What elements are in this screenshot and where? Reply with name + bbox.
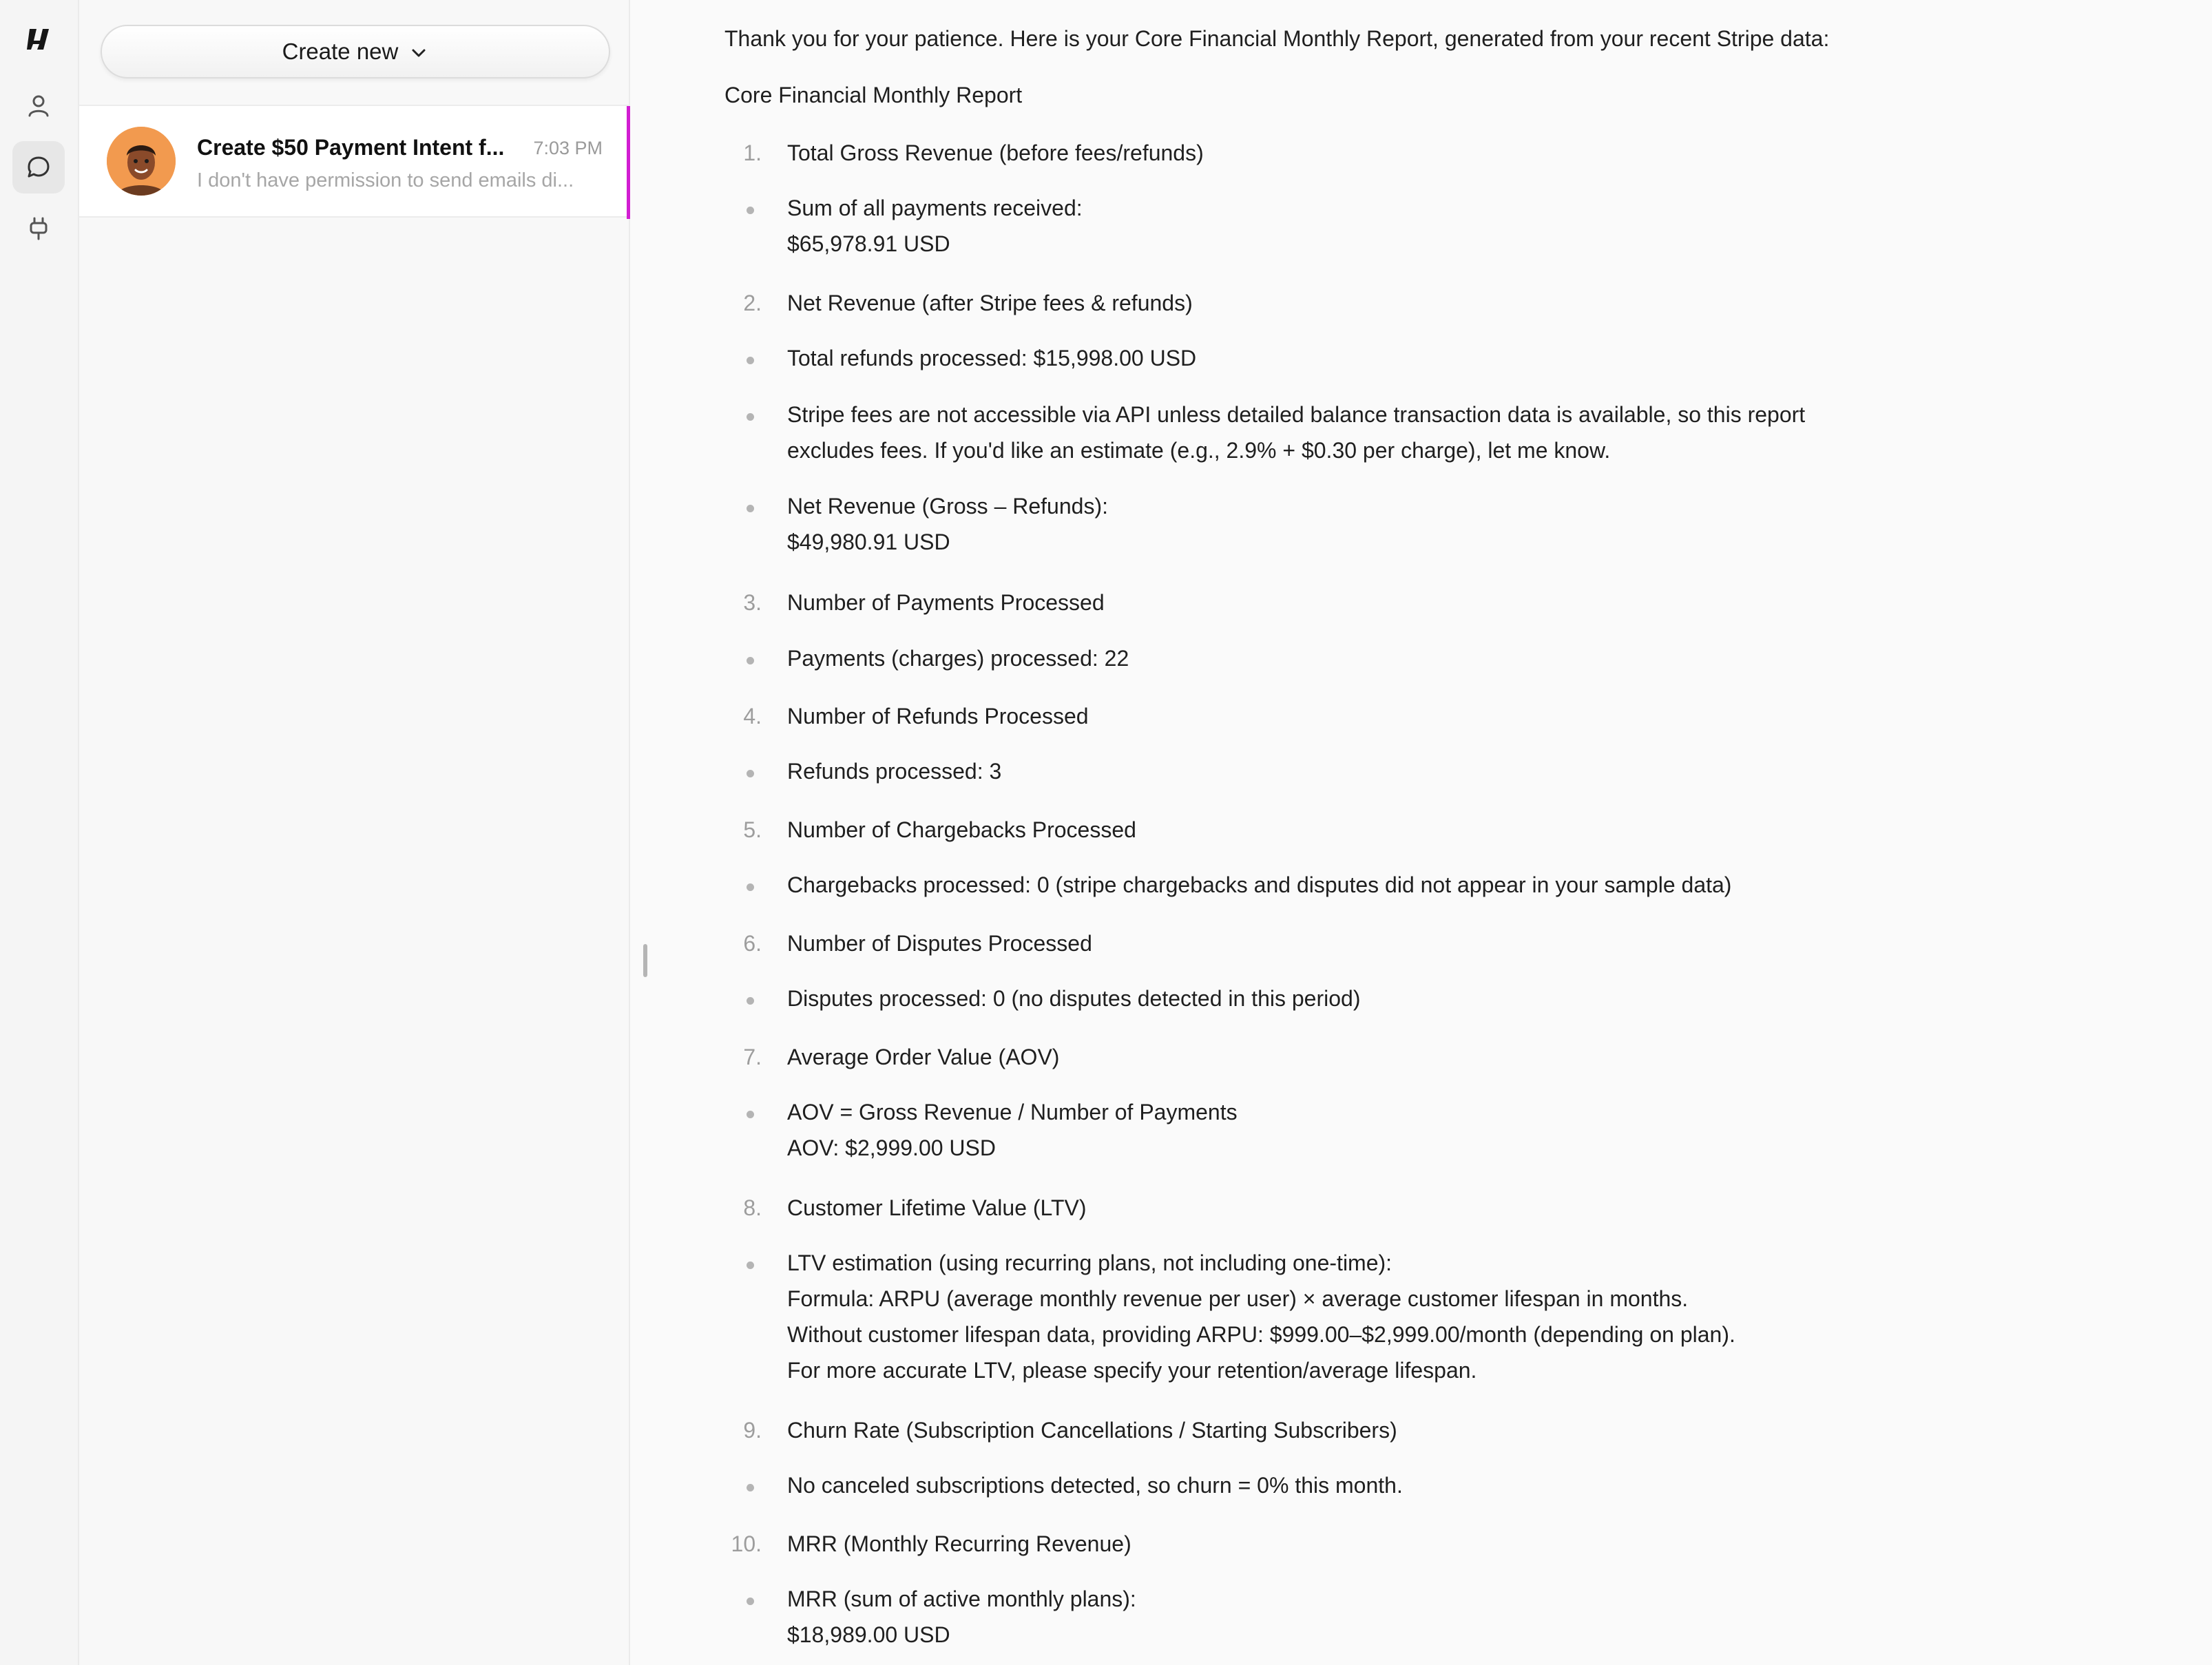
- selected-indicator: [627, 106, 630, 219]
- section-heading: Number of Refunds Processed: [787, 704, 1089, 729]
- report-title: Core Financial Monthly Report: [724, 83, 1023, 107]
- bullet-item: MRR (sum of active monthly plans): $18,989.00 USD: [787, 1587, 1136, 1647]
- conversation-preview: I don't have permission to send emails di...: [197, 169, 574, 191]
- bullet-dot: [747, 883, 754, 891]
- bullet-dot: [747, 1261, 754, 1269]
- bullet-dot: [747, 357, 754, 364]
- bullet-item: LTV estimation (using recurring plans, not including one-time): Formula: ARPU (average monthly revenue per user) × average customer lifespan in months. Without customer lifespan data, providing ARPU: $999.00–$2,999.00/month (depending on plan). For more accurate LTV, please specify your retention/average lifespan.: [787, 1250, 1735, 1383]
- plug-icon[interactable]: [12, 202, 65, 255]
- chevron-down-icon: [409, 43, 428, 63]
- create-new-label: Create new: [282, 39, 399, 64]
- list-number: 8.: [743, 1195, 762, 1220]
- section-heading: Number of Chargebacks Processed: [787, 817, 1136, 842]
- section-heading: Total Gross Revenue (before fees/refunds): [787, 140, 1204, 165]
- section-heading: Number of Disputes Processed: [787, 931, 1092, 956]
- bullet-dot: [747, 1111, 754, 1118]
- list-number: 1.: [743, 140, 762, 165]
- conversation-time: 7:03 PM: [533, 138, 603, 158]
- bullet-dot: [747, 413, 754, 421]
- section-heading: Churn Rate (Subscription Cancellations / Starting Subscribers): [787, 1418, 1397, 1443]
- bullet-item: AOV = Gross Revenue / Number of Payments AOV: $2,999.00 USD: [787, 1100, 1238, 1160]
- bullet-dot: [747, 1598, 754, 1605]
- create-new-button[interactable]: [101, 25, 610, 78]
- bullet-item: Refunds processed: 3: [787, 759, 1002, 784]
- avatar: [107, 127, 176, 196]
- section-heading: Net Revenue (after Stripe fees & refunds): [787, 291, 1193, 315]
- bullet-item: Chargebacks processed: 0 (stripe chargebacks and disputes did not appear in your sample data): [787, 872, 1732, 897]
- bullet-dot: [747, 770, 754, 777]
- bullet-item: Net Revenue (Gross – Refunds): $49,980.91 USD: [787, 494, 1108, 554]
- bullet-item: Stripe fees are not accessible via API unless detailed balance transaction data is available, so this report excludes fees. If you'd like an estimate (e.g., 2.9% + $0.30 per charge), let me know.: [787, 402, 1806, 463]
- section-heading: Average Order Value (AOV): [787, 1045, 1060, 1069]
- section-heading: Customer Lifetime Value (LTV): [787, 1195, 1087, 1220]
- list-number: 9.: [743, 1418, 762, 1443]
- list-number: 4.: [743, 704, 762, 729]
- section-heading: MRR (Monthly Recurring Revenue): [787, 1531, 1131, 1556]
- conversation-item[interactable]: [79, 105, 630, 218]
- bullet-dot: [747, 505, 754, 512]
- list-number: 6.: [743, 931, 762, 956]
- bullet-dot: [747, 657, 754, 664]
- user-icon[interactable]: [12, 79, 65, 132]
- bullet-dot: [747, 207, 754, 214]
- icon-rail: [0, 0, 79, 1665]
- bullet-dot: [747, 1484, 754, 1491]
- list-number: 5.: [743, 817, 762, 842]
- chat-icon[interactable]: [12, 141, 65, 193]
- bullet-item: No canceled subscriptions detected, so churn = 0% this month.: [787, 1473, 1403, 1498]
- bullet-item: Disputes processed: 0 (no disputes detected in this period): [787, 986, 1361, 1011]
- list-number: 3.: [743, 590, 762, 615]
- intro-text: Thank you for your patience. Here is your Core Financial Monthly Report, generated from your recent Stripe data:: [724, 26, 1830, 51]
- bullet-dot: [747, 997, 754, 1005]
- bullet-item: Sum of all payments received: $65,978.91 USD: [787, 196, 1083, 256]
- panel-resize-handle[interactable]: [643, 944, 647, 977]
- bullet-item: Payments (charges) processed: 22: [787, 646, 1129, 671]
- section-heading: Number of Payments Processed: [787, 590, 1105, 615]
- logo-icon[interactable]: [12, 13, 65, 65]
- list-number: 7.: [743, 1045, 762, 1069]
- list-number: 2.: [743, 291, 762, 315]
- chat-message: [724, 0, 2171, 1665]
- bullet-item: Total refunds processed: $15,998.00 USD: [787, 346, 1197, 370]
- conversation-list: [79, 0, 630, 1665]
- list-number: 10.: [731, 1531, 762, 1556]
- conversation-title: Create $50 Payment Intent f...: [197, 135, 505, 160]
